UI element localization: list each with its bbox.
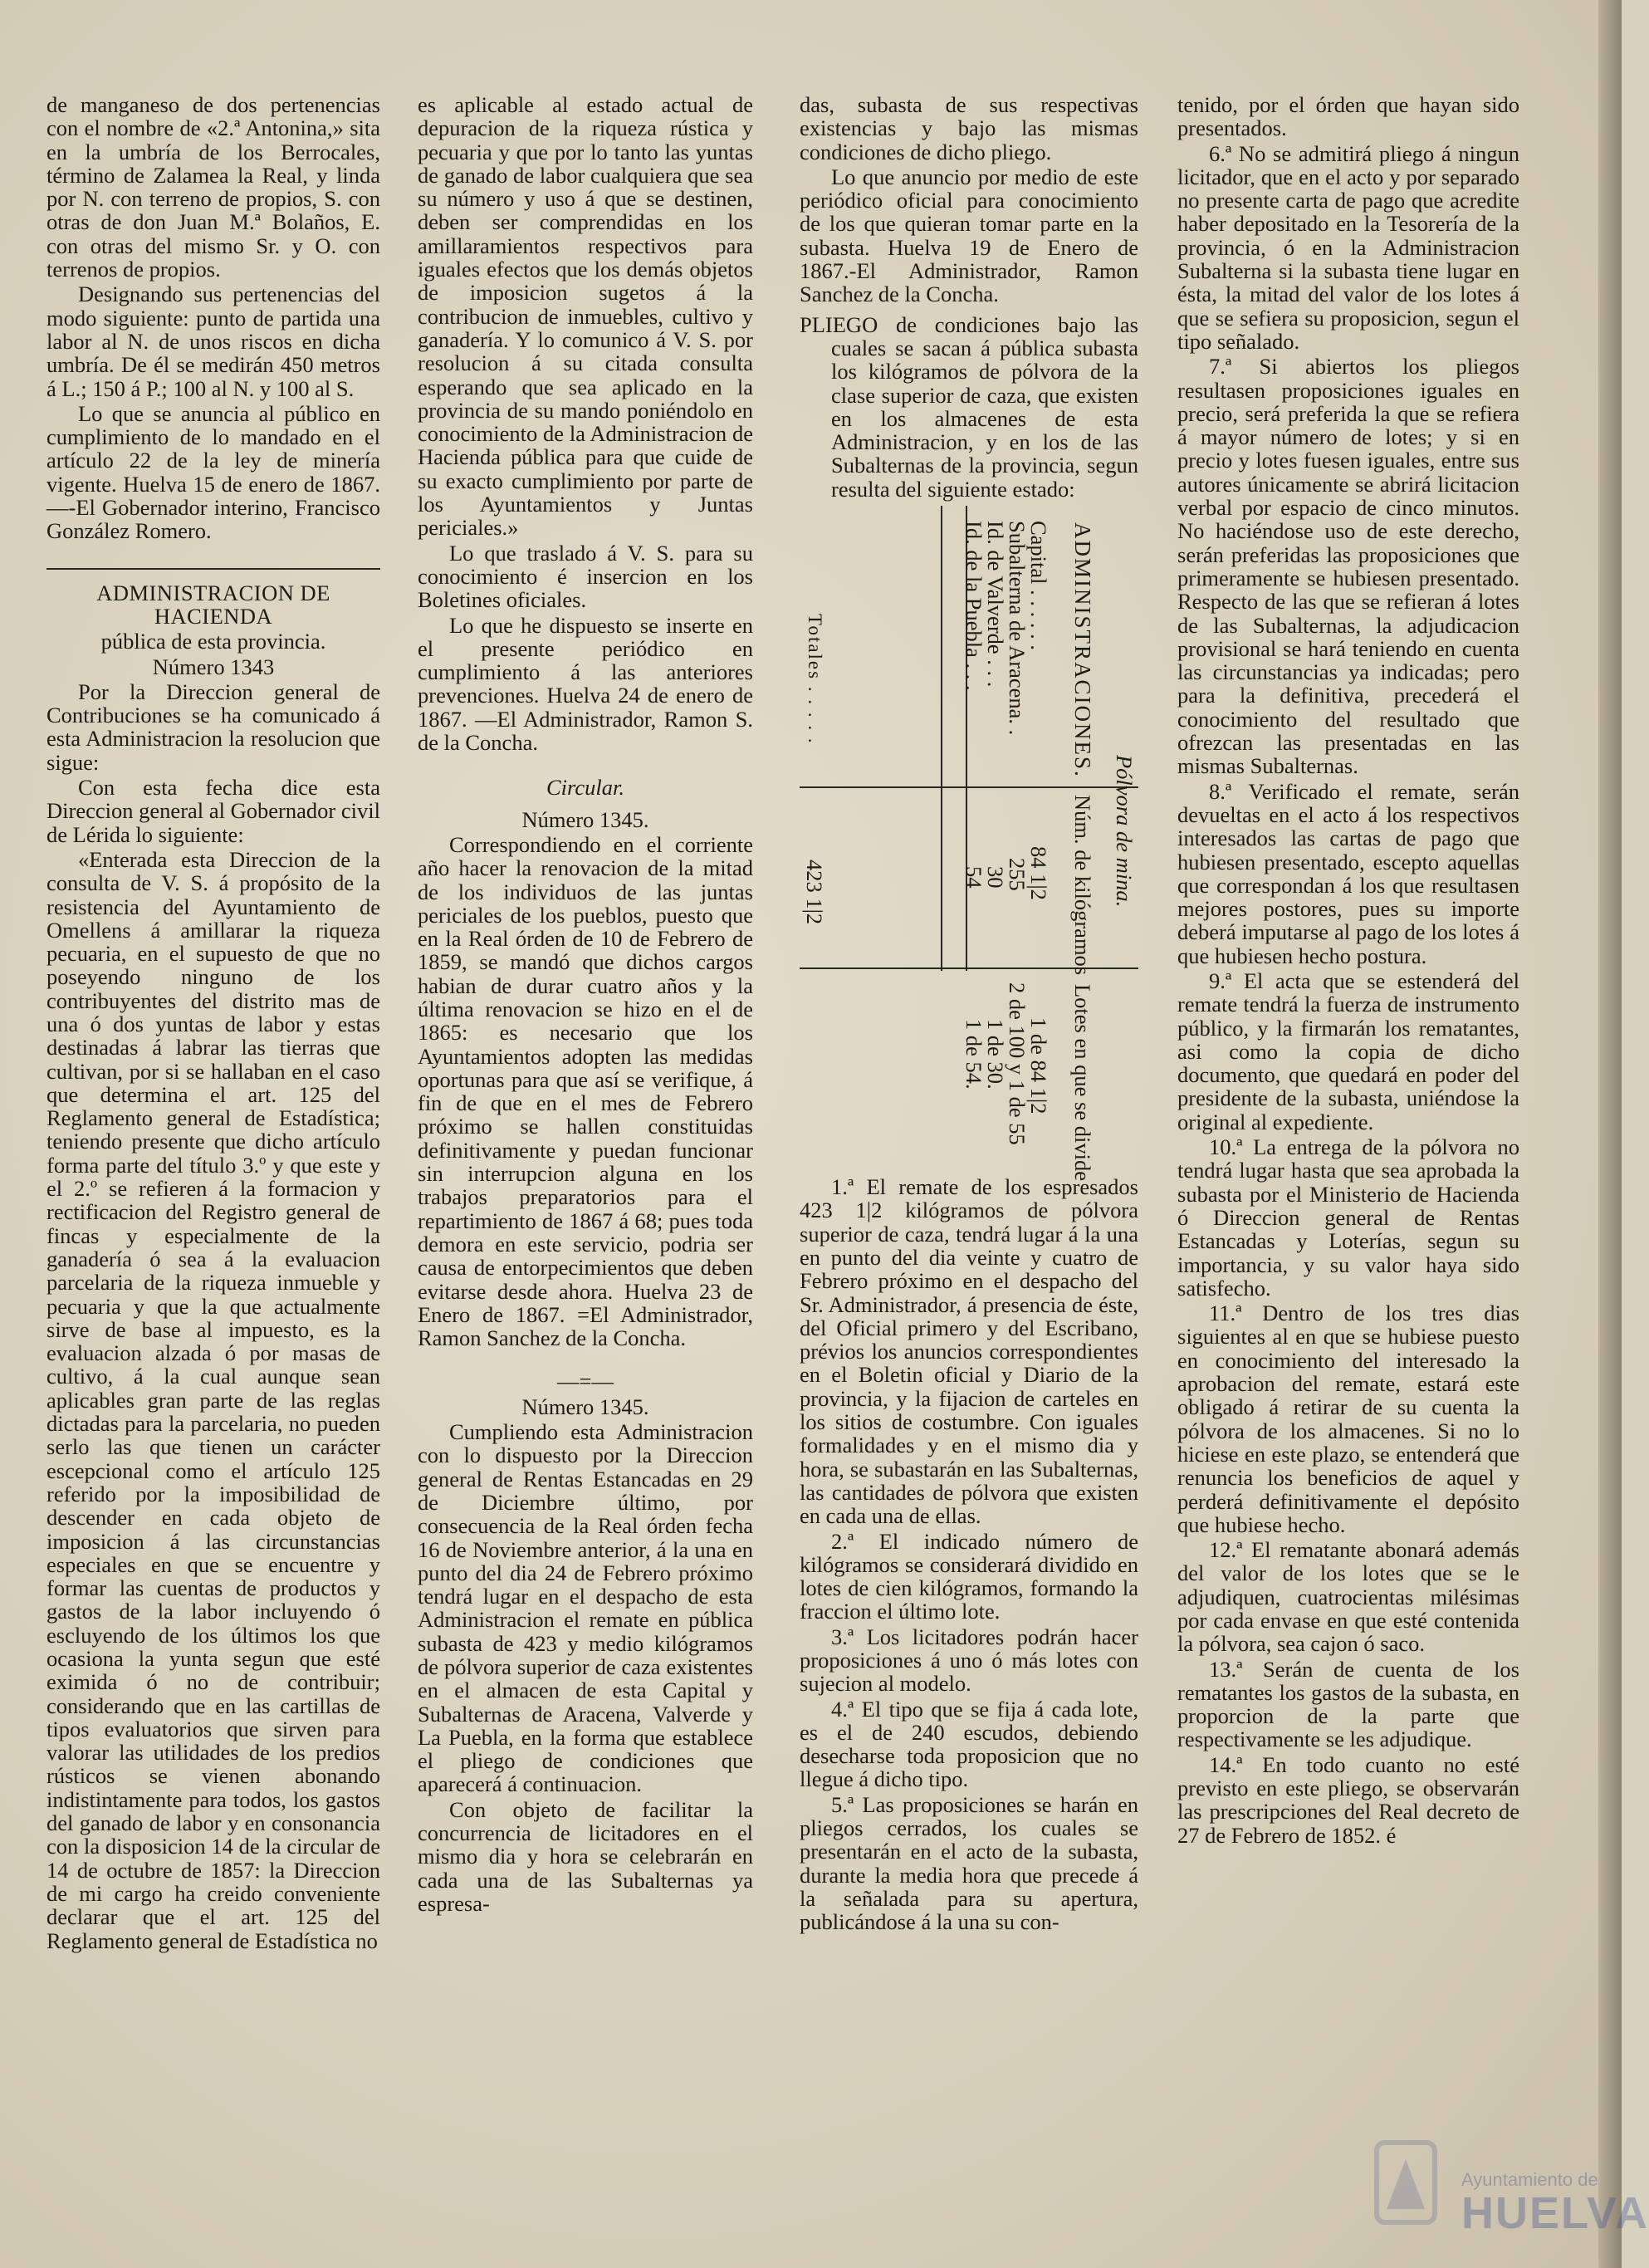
condition-11: 11.ª Dentro de los tres dias siguientes al en que se hubiese puesto en conocimiento del interesado la aprobacion del remate, estará este obligado á retirar de su cuenta la pólvora de los almacenes. Si no lo hiciese en este plazo, se entenderá que renuncia los beneficios de aquel y perderá definitivamente el depósito que hubiese hecho.	[1177, 1301, 1519, 1537]
table-total-kg: 423 1|2	[802, 860, 827, 925]
notice-paragraph: Lo que traslado á V. S. para su conocimiento é insercion en los Boletines oficiales.	[418, 540, 753, 613]
mining-announcement-signature: Lo que se anuncia al público en cumplimiento de lo mandado en el artículo 22 de la ley de minería vigente. Huelva 15 de enero de 1867.—-El Gobernador interino, Francisco González Romero.	[46, 400, 380, 544]
table-row-kg: 84 1|2	[1026, 846, 1051, 900]
notice-paragraph: «Enterada esta Direccion de la consulta de V. S. á propósito de la resistencia del Ayuntamiento de Omellens á amillarar la riqueza pecuaria, en el supuesto de que no poseyendo ninguno de los contribuyentes del distrito mas de una ó dos yuntas de labor y estas destinadas á labrar las tierras que cultivan, por si se hallaban en el caso que determina el art. 125 del Reglamento general de Estadística; teniendo presente que dicho artículo forma parte del título 3.º y que este y el 2.º se refieren á la formacion y rectificacion del Registro general de fincas y especialmente de la ganadería ó sea á la evaluacion parcelaria de la riqueza inmueble y pecuaria y que la que actualmente sirve de base al impuesto, es la evaluacion alzada ó por masas de cultivo, á la cual aunque sean aplicables gran parte de las reglas dictadas para la parcelaria, no pueden serlo las que tienen un carácter escepcional como el artículo 125 referido por la imposibilidad de descender en cada objeto de imposicion á las circunstancias especiales en que se encuentre y formar las cuentas de productos y gastos de la labor incluyendo ó escluyendo de los últimos los que ocasiona la yunta segun que esté eximida ó no de contribuir; considerando que en las cartillas de tipos evaluatorios que sirven para valorar las utilidades de los predios rústicos se vienen abonando indistintamente para todos, los gastos del ganado de labor y en consonancia con la disposicion 14 de la circular de 14 de octubre de 1857: la Direccion de mi cargo ha creido conveniente declarar que el art. 125 del Reglamento general de Estadística no	[46, 846, 380, 1953]
condition-3: 3.ª Los licitadores podrán hacer proposiciones á uno ó más lotes con sujecion al modelo.	[800, 1624, 1138, 1697]
condition-6: 6.ª No se admitirá pliego á ningun licitador, que en el acto y por separado no presente carta de pago que acredite haber depositado en la Tesorería de la provincia, ó en la Administracion Subalterna si la subasta tiene lugar en ésta, la mitad del valor de los lotes á que se sefiera su proposicion, segun el tipo señalado.	[1177, 140, 1519, 354]
table-row-lotes: 1 de 84 1|2	[1026, 1017, 1051, 1114]
notice-paragraph: tenido, por el órden que hayan sido presentados.	[1177, 92, 1519, 141]
table-row-kg: 255	[1005, 858, 1030, 891]
page-edge	[1598, 0, 1622, 2268]
notice-paragraph: das, subasta de sus respectivas existencias y bajo las mismas condiciones de dicho pliego.	[800, 92, 1138, 164]
table-row-admin: Subalterna de Aracena. .	[1005, 521, 1030, 736]
condition-9: 9.ª El acta que se estenderá del remate tendrá la fuerza de instrumento público, y la firmarán los rematantes, asi como la copia de dicho documento, que quedará en poder del presidente de la subasta, uniéndose la original al expediente.	[1177, 967, 1519, 1134]
table-row-lotes: 1 de 54.	[962, 1019, 986, 1090]
condition-1: 1.ª El remate de los espresados 423 1|2 kilógramos de pólvora superior de caza, tendrá lugar á la una en punto del dia veinte y cuatro de Febrero próximo en el despacho del Sr. Administrador, á presencia de éste, del Oficial primero y del Escribano, prévios los anuncios correspondientes en el Boletin oficial y Diario de la provincia, y la fijacion de carteles en los sitios de costumbre. Con iguales formalidades y en el mismo dia y hora, se subastarán en las Subalternas, las cantidades de pólvora que existen en cada una de ellas.	[800, 1174, 1138, 1529]
condition-7: 7.ª Si abiertos los pliegos resultasen proposiciones iguales en precio, será preferida la que se refiera á mayor número de lotes; y si en precio y lotes fuesen iguales, entre sus autores únicamente se abrirá licitacion verbal por espacio de cinco minutos. No haciéndose uso de este derecho, serán preferidas las proposiciones que primeramente se hubiesen presentado. Respecto de las que se refieran á lotes de las Subalternas, la adjudicacion provisional se hará teniendo en cuenta las circunstancias ya indicadas; pero para la definitiva, precederá el conocimiento del resultado que ofrezcan las presentadas en las mismas Subalternas.	[1177, 354, 1519, 779]
condition-12: 12.ª El rematante abonará además del valor de los lotes que se le adjudiquen, cuatrocientas milésimas por cada envase en que esté contenida la pólvora, sea cajon ó saco.	[1177, 1537, 1519, 1657]
condition-8: 8.ª Verificado el remate, serán devueltas en el acto á los respectivos interesados las cartas de pago que hubiesen presentado, escepto aquellas que correspondan á los que resultasen mejores postores, pues su importe deberá imputarse al pago de los lotes á que hubiesen hecho postura.	[1177, 778, 1519, 968]
notice-number: Número 1345.	[521, 1394, 649, 1419]
notice-paragraph: Lo que he dispuesto se inserte en el presente periódico en cumplimiento á las anteriores prevenciones. Huelva 24 de enero de 1867. —El Administrador, Ramon S. de la Concha.	[418, 612, 753, 756]
condition-10: 10.ª La entrega de la pólvora no tendrá lugar hasta que sea aprobada la subasta por el Ministerio de Hacienda ó Direccion general de Rentas Estancadas y Loterías, segun su importancia, y su valor haya sido satisfecho.	[1177, 1134, 1519, 1301]
table-row-admin: Capital . . . . . .	[1026, 521, 1051, 651]
column-4	[1177, 93, 1519, 1849]
condition-13: 13.ª Serán de cuenta de los rematantes los gastos de la subasta, en proporcion de la parte que respectivamente se les adjudique.	[1177, 1656, 1519, 1752]
section-heading: ADMINISTRACION DE HACIENDA	[96, 580, 330, 629]
table-header-kg: Núm. de kilógramos	[1070, 795, 1095, 976]
condition-2: 2.ª El indicado número de kilógramos se considerará dividido en lotes de cien kilógramos, formando la fraccion el último lote.	[800, 1528, 1138, 1624]
notice-number: Número 1345.	[521, 806, 649, 832]
table-title: Pólvora de mina.	[1112, 755, 1137, 908]
condition-14: 14.ª En todo cuanto no esté previsto en este pliego, se observarán las prescripciones del Real decreto de 27 de Febrero de 1852. é	[1177, 1751, 1519, 1848]
separator-ornament: —=—	[557, 1369, 614, 1394]
table-row-lotes: 2 de 100 y 1 de 55	[1005, 982, 1030, 1145]
table-header-lotes: Lotes en que se divide	[1070, 984, 1095, 1182]
table-header-admin: ADMINISTRACIONES.	[1070, 522, 1095, 778]
notice-paragraph: Con objeto de facilitar la concurrencia de licitadores en el mismo dia y hora se celebrarán en cada una de las Subalternas ya espresa-	[418, 1796, 753, 1916]
table-rule	[941, 506, 942, 971]
column-1	[46, 93, 380, 1954]
condition-4: 4.ª El tipo que se fija á cada lote, es el de 240 escudos, debiendo desecharse toda proposicion que no llegue á dicho tipo.	[800, 1696, 1138, 1792]
notice-paragraph: Cumpliendo esta Administracion con lo dispuesto por la Direccion general de Rentas Estancadas en 29 de Diciembre último, por consecuencia de la Real órden fecha 16 de Noviembre anterior, á la una en punto del dia 24 de Febrero próximo tendrá lugar en el despacho de esta Administracion el remate en pública subasta de 423 y medio kilógramos de pólvora superior de caza existentes en el almacen de esta Capital y Subalternas de Aracena, Valverde y La Puebla, en la forma que establece el pliego de condiciones que aparecerá á continuacion.	[418, 1419, 753, 1797]
section-subheading: pública de esta provincia.	[100, 629, 326, 654]
condition-5: 5.ª Las proposiciones se harán en pliegos cerrados, los cuales se presentarán en el acto de la subasta, durante la media hora que precede á la señalada para su apertura, publicándose á la una su con-	[800, 1791, 1138, 1935]
notice-number: Número 1343	[152, 654, 275, 679]
notice-paragraph: Con esta fecha dice esta Direccion general al Gobernador civil de Lérida lo siguiente:	[46, 775, 380, 847]
watermark-line2: HUELVA	[1461, 2188, 1649, 2238]
section-divider	[46, 568, 380, 570]
table-row-admin: Id. de Valverde . . .	[983, 521, 1008, 688]
table-row-admin: Id. de la Puebla . . .	[962, 521, 986, 691]
gunpowder-table	[800, 506, 1138, 1182]
notice-paragraph: es aplicable al estado actual de depuracion de la riqueza rústica y pecuaria y que por lo tanto las yuntas de ganado de labor cualquiera que sea su número y uso á que se destinen, deben ser comprendidas en los amillaramientos respectivos para iguales efectos que los demás objetos de imposicion sugetos á la contribucion de inmuebles, cultivo y ganadería. Y lo comunico á V. S. por resolucion á su citada consulta esperando que sea aplicado en la provincia de su mando poniéndolo en conocimiento de la Administracion de Hacienda pública para que cuide de su exacto cumplimiento por parte de los Ayuntamientos y Juntas periciales.»	[418, 92, 753, 541]
circular-heading: Circular.	[546, 775, 624, 801]
notice-paragraph: Lo que anuncio por medio de este periódico oficial para conocimiento de los que quieran tomar parte en la subasta. Huelva 19 de Enero de 1867.-El Administrador, Ramon Sanchez de la Concha.	[800, 164, 1138, 307]
table-total-label: Totales . . . . .	[805, 614, 825, 745]
mining-notice-text: de manganeso de dos pertenencias con el nombre de «2.ª Antonina,» sita en la umbría de los Berrocales, término de Zalamea la Real, y linda por N. con terreno de propios, S. con otras de don Juan M.ª Bolaños, E. con otras del mismo Sr. y O. con terrenos de propios.	[46, 92, 380, 282]
table-row-lotes: 1 de 30.	[983, 1019, 1008, 1090]
pliego-heading: PLIEGO de condiciones bajo las cuales se sacan á pública subasta los kilógramos de pólvora de la clase superior de caza, que existen en los almacenes de esta Administracion, y en los de las Subalternas de la provincia, segun resulta del siguiente estado:	[800, 311, 1138, 502]
watermark-line1: Ayuntamiento de	[1461, 2169, 1598, 2190]
notice-paragraph: Por la Direccion general de Contribuciones se ha comunicado á esta Administracion la resolucion que sigue:	[46, 678, 380, 775]
column-2	[418, 93, 753, 1917]
column-3	[800, 93, 1138, 1936]
table-row-kg: 54	[962, 866, 986, 889]
circular-heading-block	[418, 776, 753, 799]
table-row-kg: 30	[983, 866, 1008, 889]
notice-paragraph: Correspondiendo en el corriente año hacer la renovacion de la mitad de los individuos de las juntas periciales de los pueblos, puesto que en la Real órden de 10 de Febrero de 1859, se mandó que dichos cargos habian de durar cuatro años y la última renovacion se hizo en el de 1865: es necesario que los Ayuntamientos adopten las medidas oportunas para que así se verifique, á fin de que en el mes de Febrero próximo se hallen constituidas definitivamente y puedan funcionar sin interrupcion alguna en los trabajos preparatorios para el repartimiento de 1867 á 68; pues toda demora en este servicio, podria ser causa de entorpecimientos que deben evitarse desde ahora. Huelva 23 de Enero de 1867. =El Administrador, Ramon Sanchez de la Concha.	[418, 831, 753, 1351]
mining-boundaries-text: Designando sus pertenencias del modo siguiente: punto de partida una labor al N. de unos riscos en dicha umbría. De él se medirán 450 metros á L.; 150 á P.; 100 al N. y 100 al S.	[46, 282, 380, 401]
table-rule	[800, 786, 1138, 788]
